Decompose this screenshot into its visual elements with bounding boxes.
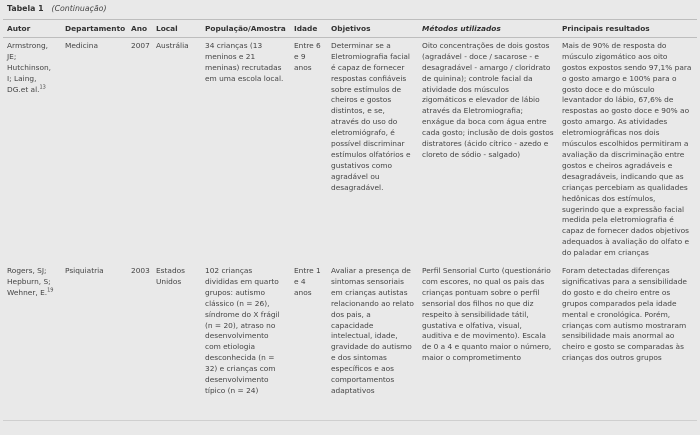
cell-metodos: Oito concentrações de dois gostos (agradável - doce / sacarose - e desagradável - amargo / cloridrato de quinina); controle facial da atividade dos músculos zigomáticos e elevador de lábio através da Eletromiografia; enxágue da boca com água entre cada gosto; inclusão de dois gostos distratores (ácido cítrico - azedo e cloreto de sódio - salgado) [422,40,554,159]
table-label: Tabela 1 [7,4,44,13]
cell-ano: 2003 [127,263,152,421]
table-row [3,37,697,263]
cell-local: Estados Unidos [152,263,201,421]
table-row [3,263,697,421]
header-populacao: População/Amostra [201,20,290,38]
reference-number: 19 [47,287,54,294]
header-resultados: Principais resultados [558,20,697,38]
cell-populacao: 34 crianças (13 meninos e 21 meninas) recrutadas em uma escola local. [205,40,284,83]
header-ano: Ano [127,20,152,38]
cell-resultados: Mais de 90% de resposta do músculo zigomático aos oito gostos expostos sendo 97,1% para o gosto amargo e 100% para o gosto doce e do músculo levantador do lábio, 67,6% de respostas ao gosto doce e 90% ao gosto amargo. As atividades eletromiográficas nos dois músculos escolhidos permitiram a avaliação da discriminação entre gostos e cheiros agradáveis e desagradáveis, indicando que as crianças percebiam as qualidades hedônicas dos estímulos, sugerindo que a expressão facial medida pela eletromiografia é capaz de fornecer dados objetivos adequados à avaliação do olfato e do paladar em crianças [562,40,692,258]
cell-populacao: 102 crianças divididas em quarto grupos: autismo clássico (n = 26), síndrome do X frágil (n = 20), atraso no desenvolvimento com etiologia desconhecida (n = 32) e crianças com desenvolvimento típico (n = 24) [201,263,290,421]
reference-number: 13 [39,84,46,91]
cell-objetivos: Avaliar a presença de sintomas sensoriais em crianças autistas relacionando ao relato dos pais, a capacidade intelectual, idade, gravidade do autismo e dos sintomas específicos e aos comportamentos adaptativos [327,263,418,421]
cell-idade: Entre 1 e 4 anos [290,263,327,421]
table-header-row [3,20,697,38]
header-local: Local [152,20,201,38]
cell-departamento: Medicina [65,40,98,50]
header-departamento: Departamento [61,20,127,38]
header-idade: Idade [290,20,327,38]
cell-objetivos: Determinar se a Eletromiografia facial é capaz de fornecer respostas confiáveis sobre estímulos de cheiros e gostos distintos, e se, através do uso do eletromiógrafo, é possível discriminar estímulos olfatórios e gustativos como agradável ou desagradável. [331,40,411,192]
table-caption [7,4,107,13]
cell-departamento: Psiquiatria [61,263,127,421]
header-objetivos: Objetivos [327,20,418,38]
cell-local: Austrália [156,40,189,50]
cell-idade: Entre 6 e 9 anos [294,40,321,72]
author-text: Armstrong, JE; Hutchinson, I; Laing, DG.et al. [7,40,52,94]
cell-ano: 2007 [131,40,150,50]
table-continuation-note: (Continuação) [51,4,107,13]
cell-resultados: Foram detectadas diferenças significativas para a sensibilidade do gosto e do cheiro entre os grupos comparados pela idade mental e cronológica. Porém, crianças com autismo mostraram sensibilidade mais anormal ao cheiro e gosto se comparadas às crianças dos outros grupos [558,263,697,421]
studies-table [3,19,697,421]
cell-autor [3,263,61,421]
cell-autor [3,37,61,263]
cell-metodos: Perfil Sensorial Curto (questionário com escores, no qual os pais das crianças pontuam sobre o perfil sensorial dos filhos no que diz respeito à sensibilidade tátil, gustativa e olfativa, visual, auditiva e de movimento). Escala de 0 a 4 e quanto maior o número, maior o comprometimento [418,263,558,421]
header-autor: Autor [3,20,61,38]
author-text: Rogers, SJ; Hepburn, S; Wehner, E. [7,266,51,297]
header-metodos: Métodos utilizados [418,20,558,38]
